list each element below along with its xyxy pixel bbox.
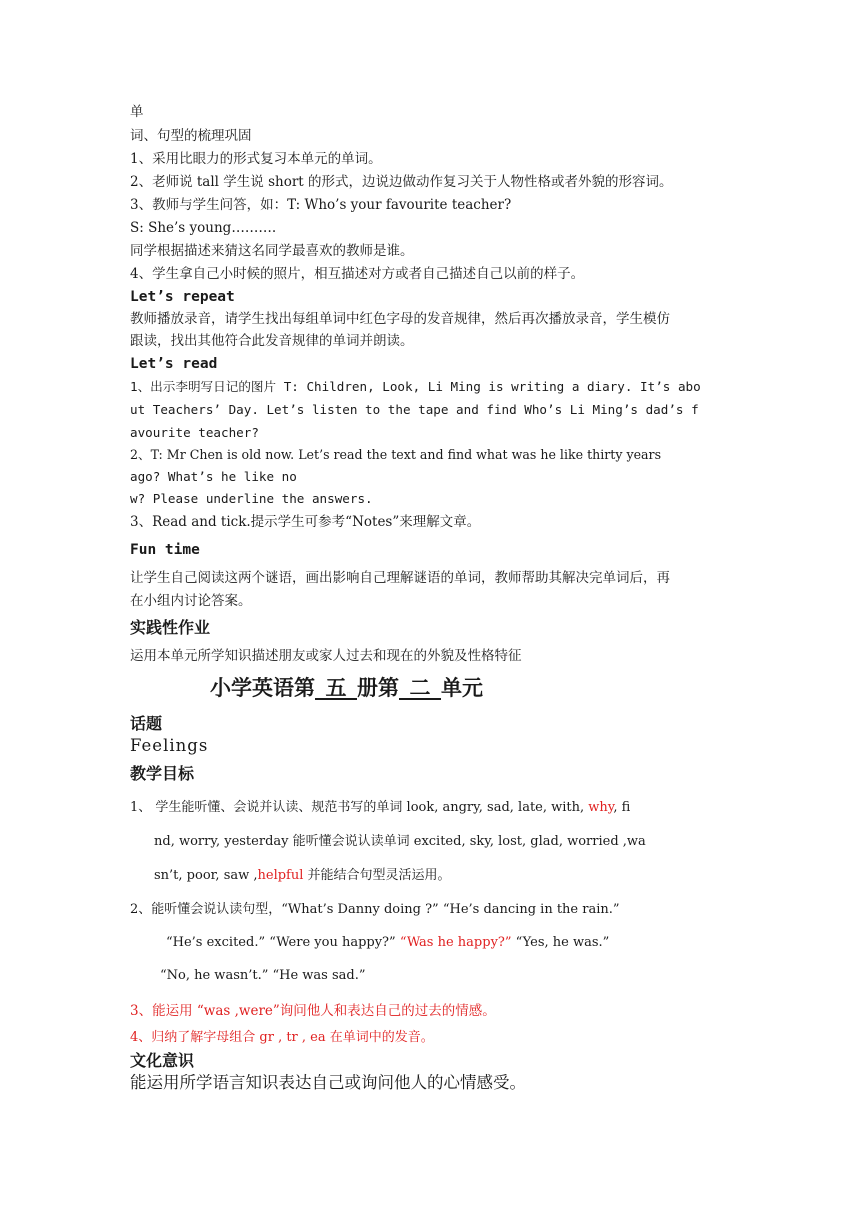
goal-text: sn’t, poor, saw , — [154, 868, 258, 883]
text-line: w? Please underline the answers. — [130, 491, 373, 506]
goal-1-line: nd, worry, yesterday 能听懂会说认读单词 excited, sky, lost, glad, worried ,wa — [154, 834, 646, 849]
goal-1-line — [154, 867, 451, 885]
title-part: 册第 — [357, 676, 399, 700]
goal-text: “Yes, he was.” — [511, 935, 610, 950]
text-line: 让学生自己阅读这两个谜语，画出影响自己理解谜语的单词，教师帮助其解决完单词后，再 — [130, 570, 670, 586]
section-heading-lets-repeat: Let’s repeat — [130, 289, 235, 305]
text-line: 教师播放录音，请学生找出每组单词中红色字母的发音规律，然后再次播放录音，学生模仿 — [130, 311, 670, 327]
goal-text: 并能结合句型灵活运用。 — [303, 868, 451, 883]
text-line: 跟读，找出其他符合此发音规律的单词并朗读。 — [130, 333, 414, 349]
culture-text: 能运用所学语言知识表达自己或询问他人的心情感受。 — [130, 1073, 526, 1092]
goal-text: “He’s excited.” “Were you happy?” — [166, 935, 400, 950]
text-line: 2、老师说 tall 学生说 short 的形式，边说边做动作复习关于人物性格或者外貌的形容词。 — [130, 174, 673, 190]
text-line: 词、句型的梳理巩固 — [130, 128, 252, 144]
page-title — [210, 676, 483, 700]
goal-2-line: “No, he wasn’t.” “He was sad.” — [160, 968, 366, 983]
text-line: ut Teachers’ Day. Let’s listen to the tape and find Who’s Li Ming’s dad’s f — [130, 402, 699, 417]
section-heading-fun-time: Fun time — [130, 542, 200, 558]
text-line: S: She’s young………. — [130, 220, 277, 236]
text-line: 1、采用比眼力的形式复习本单元的单词。 — [130, 151, 382, 167]
text-line: 2、T: Mr Chen is old now. Let’s read the text and find what was he like thirty years — [130, 447, 662, 462]
highlight-sentence: “Was he happy?” — [399, 935, 512, 950]
text-line: 1、出示李明写日记的图片 T: Children, Look, Li Ming is writing a diary. It’s abo — [130, 379, 701, 394]
title-book-number: _五_ — [315, 676, 357, 700]
goal-3-line: 3、能运用 “was ,were”询问他人和表达自己的过去的情感。 — [130, 1003, 496, 1019]
text-line: avourite teacher? — [130, 425, 259, 440]
text-line: 运用本单元所学知识描述朋友或家人过去和现在的外貌及性格特征 — [130, 648, 522, 664]
text-line: 4、学生拿自己小时候的照片，相互描述对方或者自己描述自己以前的样子。 — [130, 266, 585, 282]
goal-1-line — [130, 799, 630, 817]
title-part: 小学英语第 — [210, 676, 315, 700]
title-unit-number: _二_ — [399, 676, 441, 700]
title-part: 单元 — [441, 676, 483, 700]
text-line: ago? What’s he like no — [130, 469, 297, 484]
text-line: 在小组内讨论答案。 — [130, 593, 252, 609]
goal-4-line: 4、归纳了解字母组合 gr , tr , ea 在单词中的发音。 — [130, 1030, 434, 1045]
section-heading-lets-read: Let’s read — [130, 356, 218, 372]
section-heading-practice: 实践性作业 — [130, 618, 211, 637]
goal-2-line — [166, 934, 609, 952]
goal-text: 1、 学生能听懂、会说并认读、规范书写的单词 look, angry, sad, late, with, — [130, 800, 589, 815]
highlight-word: why — [588, 800, 614, 815]
text-line: 同学根据描述来猜这名同学最喜欢的教师是谁。 — [130, 243, 414, 259]
goal-2-line: 2、能听懂会说认读句型，“What’s Danny doing ?” “He’s dancing in the rain.” — [130, 902, 620, 917]
highlight-word: helpful — [257, 868, 304, 883]
goals-label: 教学目标 — [130, 764, 195, 783]
text-line: 3、Read and tick.提示学生可参考“Notes”来理解文章。 — [130, 514, 481, 530]
text-line: 单 — [130, 104, 144, 120]
culture-label: 文化意识 — [130, 1051, 195, 1070]
goal-text: , fi — [613, 800, 631, 815]
topic-label: 话题 — [130, 714, 163, 733]
topic-value: Feelings — [130, 736, 209, 755]
text-line: 3、教师与学生问答，如：T: Who’s your favourite teacher? — [130, 197, 512, 213]
